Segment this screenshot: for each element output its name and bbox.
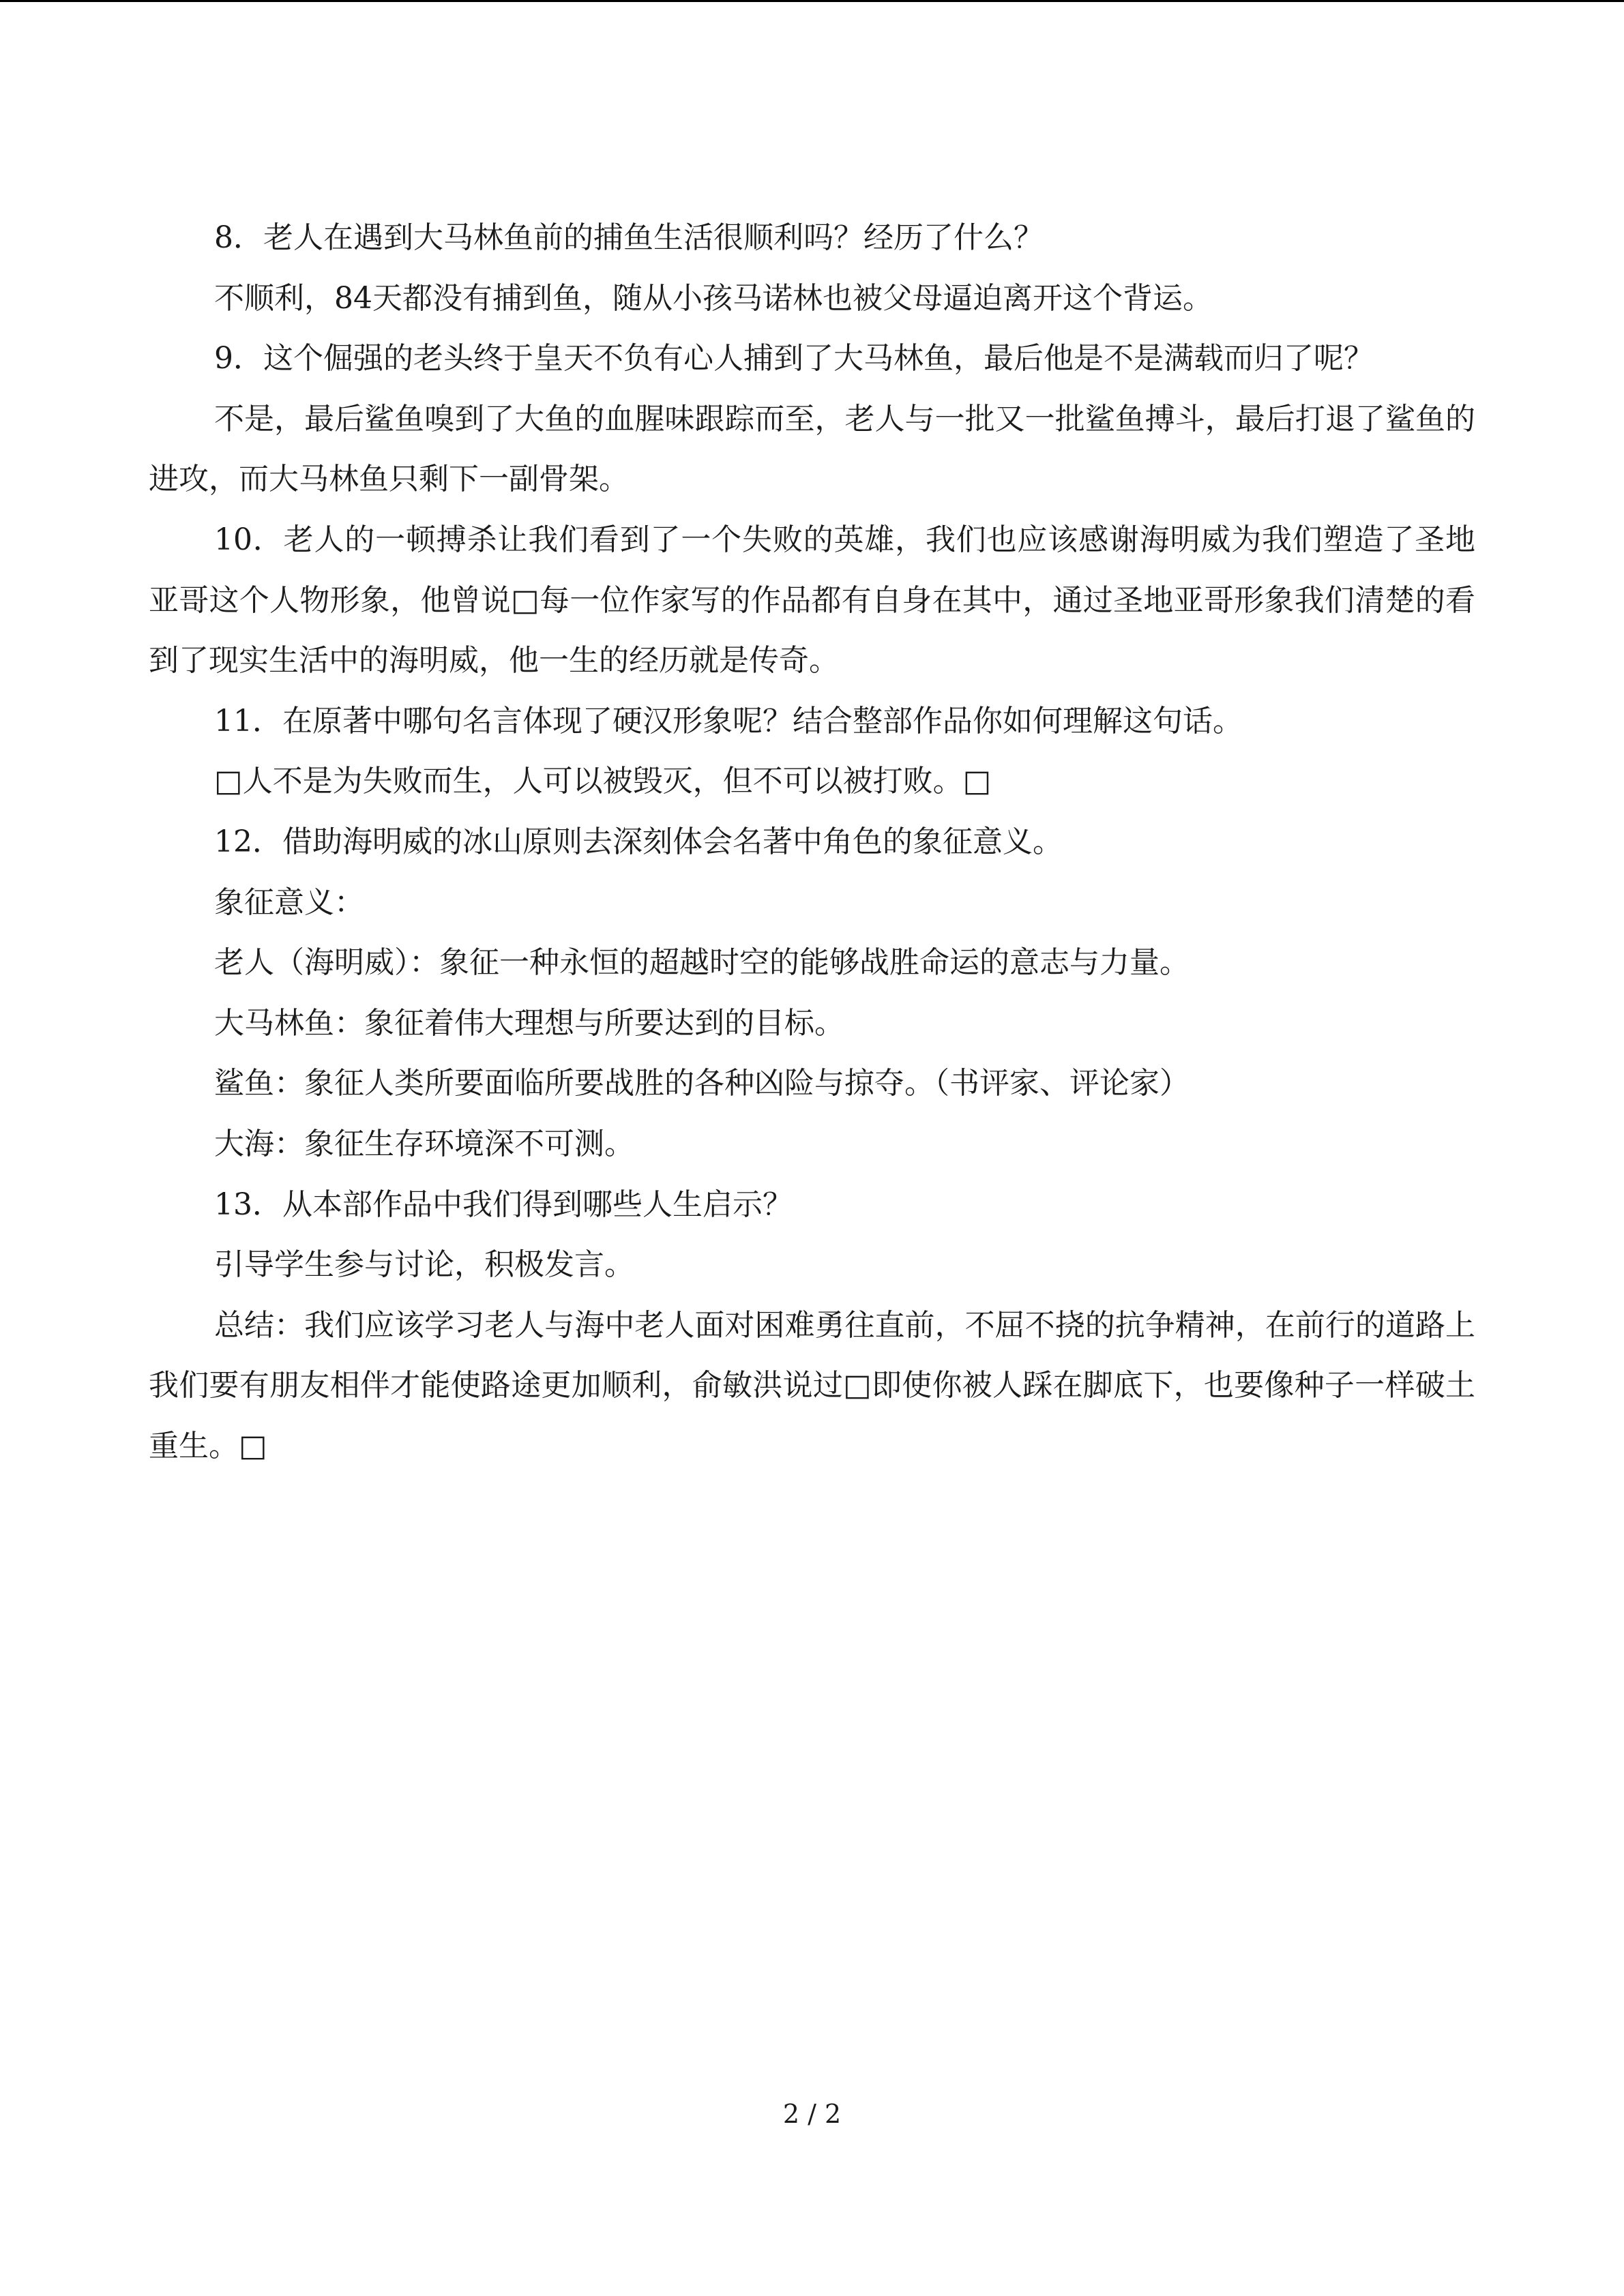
paragraph-question-8: 8．老人在遇到大马林鱼前的捕鱼生活很顺利吗？经历了什么？ <box>214 220 1044 255</box>
paragraph-answer-13: 引导学生参与讨论，积极发言。 <box>214 1247 634 1283</box>
paragraph-question-10: 10．老人的一顿搏杀让我们看到了一个失败的英雄，我们也应该感谢海明威为我们塑造了圣地亚哥这个人物形象，他曾说□每一位作家写的作品都有自身在其中，通过圣地亚哥形象我们清楚的看到了现实生活中的海明威，他一生的经历就是传奇。 <box>149 522 1475 679</box>
paragraph-question-13: 13．从本部作品中我们得到哪些人生启示？ <box>214 1187 793 1222</box>
paragraph-question-11: 11．在原著中哪句名言体现了硬汉形象呢？结合整部作品你如何理解这句话。 <box>214 703 1243 739</box>
paragraph-question-12: 12．借助海明威的冰山原则去深刻体会名著中角色的象征意义。 <box>214 824 1063 859</box>
paragraph-answer-11-quote: □人不是为失败而生，人可以被毁灭，但不可以被打败。□ <box>214 764 992 799</box>
paragraph-symbol-sea: 大海：象征生存环境深不可测。 <box>214 1126 634 1161</box>
paragraph-answer-9: 不是，最后鲨鱼嗅到了大鱼的血腥味跟踪而至，老人与一批又一批鲨鱼搏斗，最后打退了鲨鱼的进攻，而大马林鱼只剩下一副骨架。 <box>149 401 1475 497</box>
paragraph-symbol-marlin: 大马林鱼：象征着伟大理想与所要达到的目标。 <box>214 1005 844 1041</box>
paragraph-symbol-shark: 鲨鱼：象征人类所要面临所要战胜的各种凶险与掠夺。（书评家、评论家） <box>214 1066 1190 1101</box>
document-body <box>149 208 1475 1476</box>
top-border-line <box>0 0 1624 2</box>
paragraph-symbolism-heading: 象征意义： <box>214 884 364 920</box>
page-number: 2 / 2 <box>782 2099 842 2129</box>
paragraph-summary: 总结：我们应该学习老人与海中老人面对困难勇往直前，不屈不挠的抗争精神，在前行的道路上我们要有朋友相伴才能使路途更加顺利，俞敏洪说过□即使你被人踩在脚底下，也要像种子一样破土重生。□ <box>149 1307 1475 1463</box>
paragraph-question-9: 9．这个倔强的老头终于皇天不负有心人捕到了大马林鱼，最后他是不是满载而归了呢？ <box>214 341 1374 376</box>
paragraph-answer-8: 不顺利，84天都没有捕到鱼，随从小孩马诺林也被父母逼迫离开这个背运。 <box>214 280 1213 316</box>
paragraph-symbol-old-man: 老人（海明威）：象征一种永恒的超越时空的能够战胜命运的意志与力量。 <box>214 945 1190 981</box>
